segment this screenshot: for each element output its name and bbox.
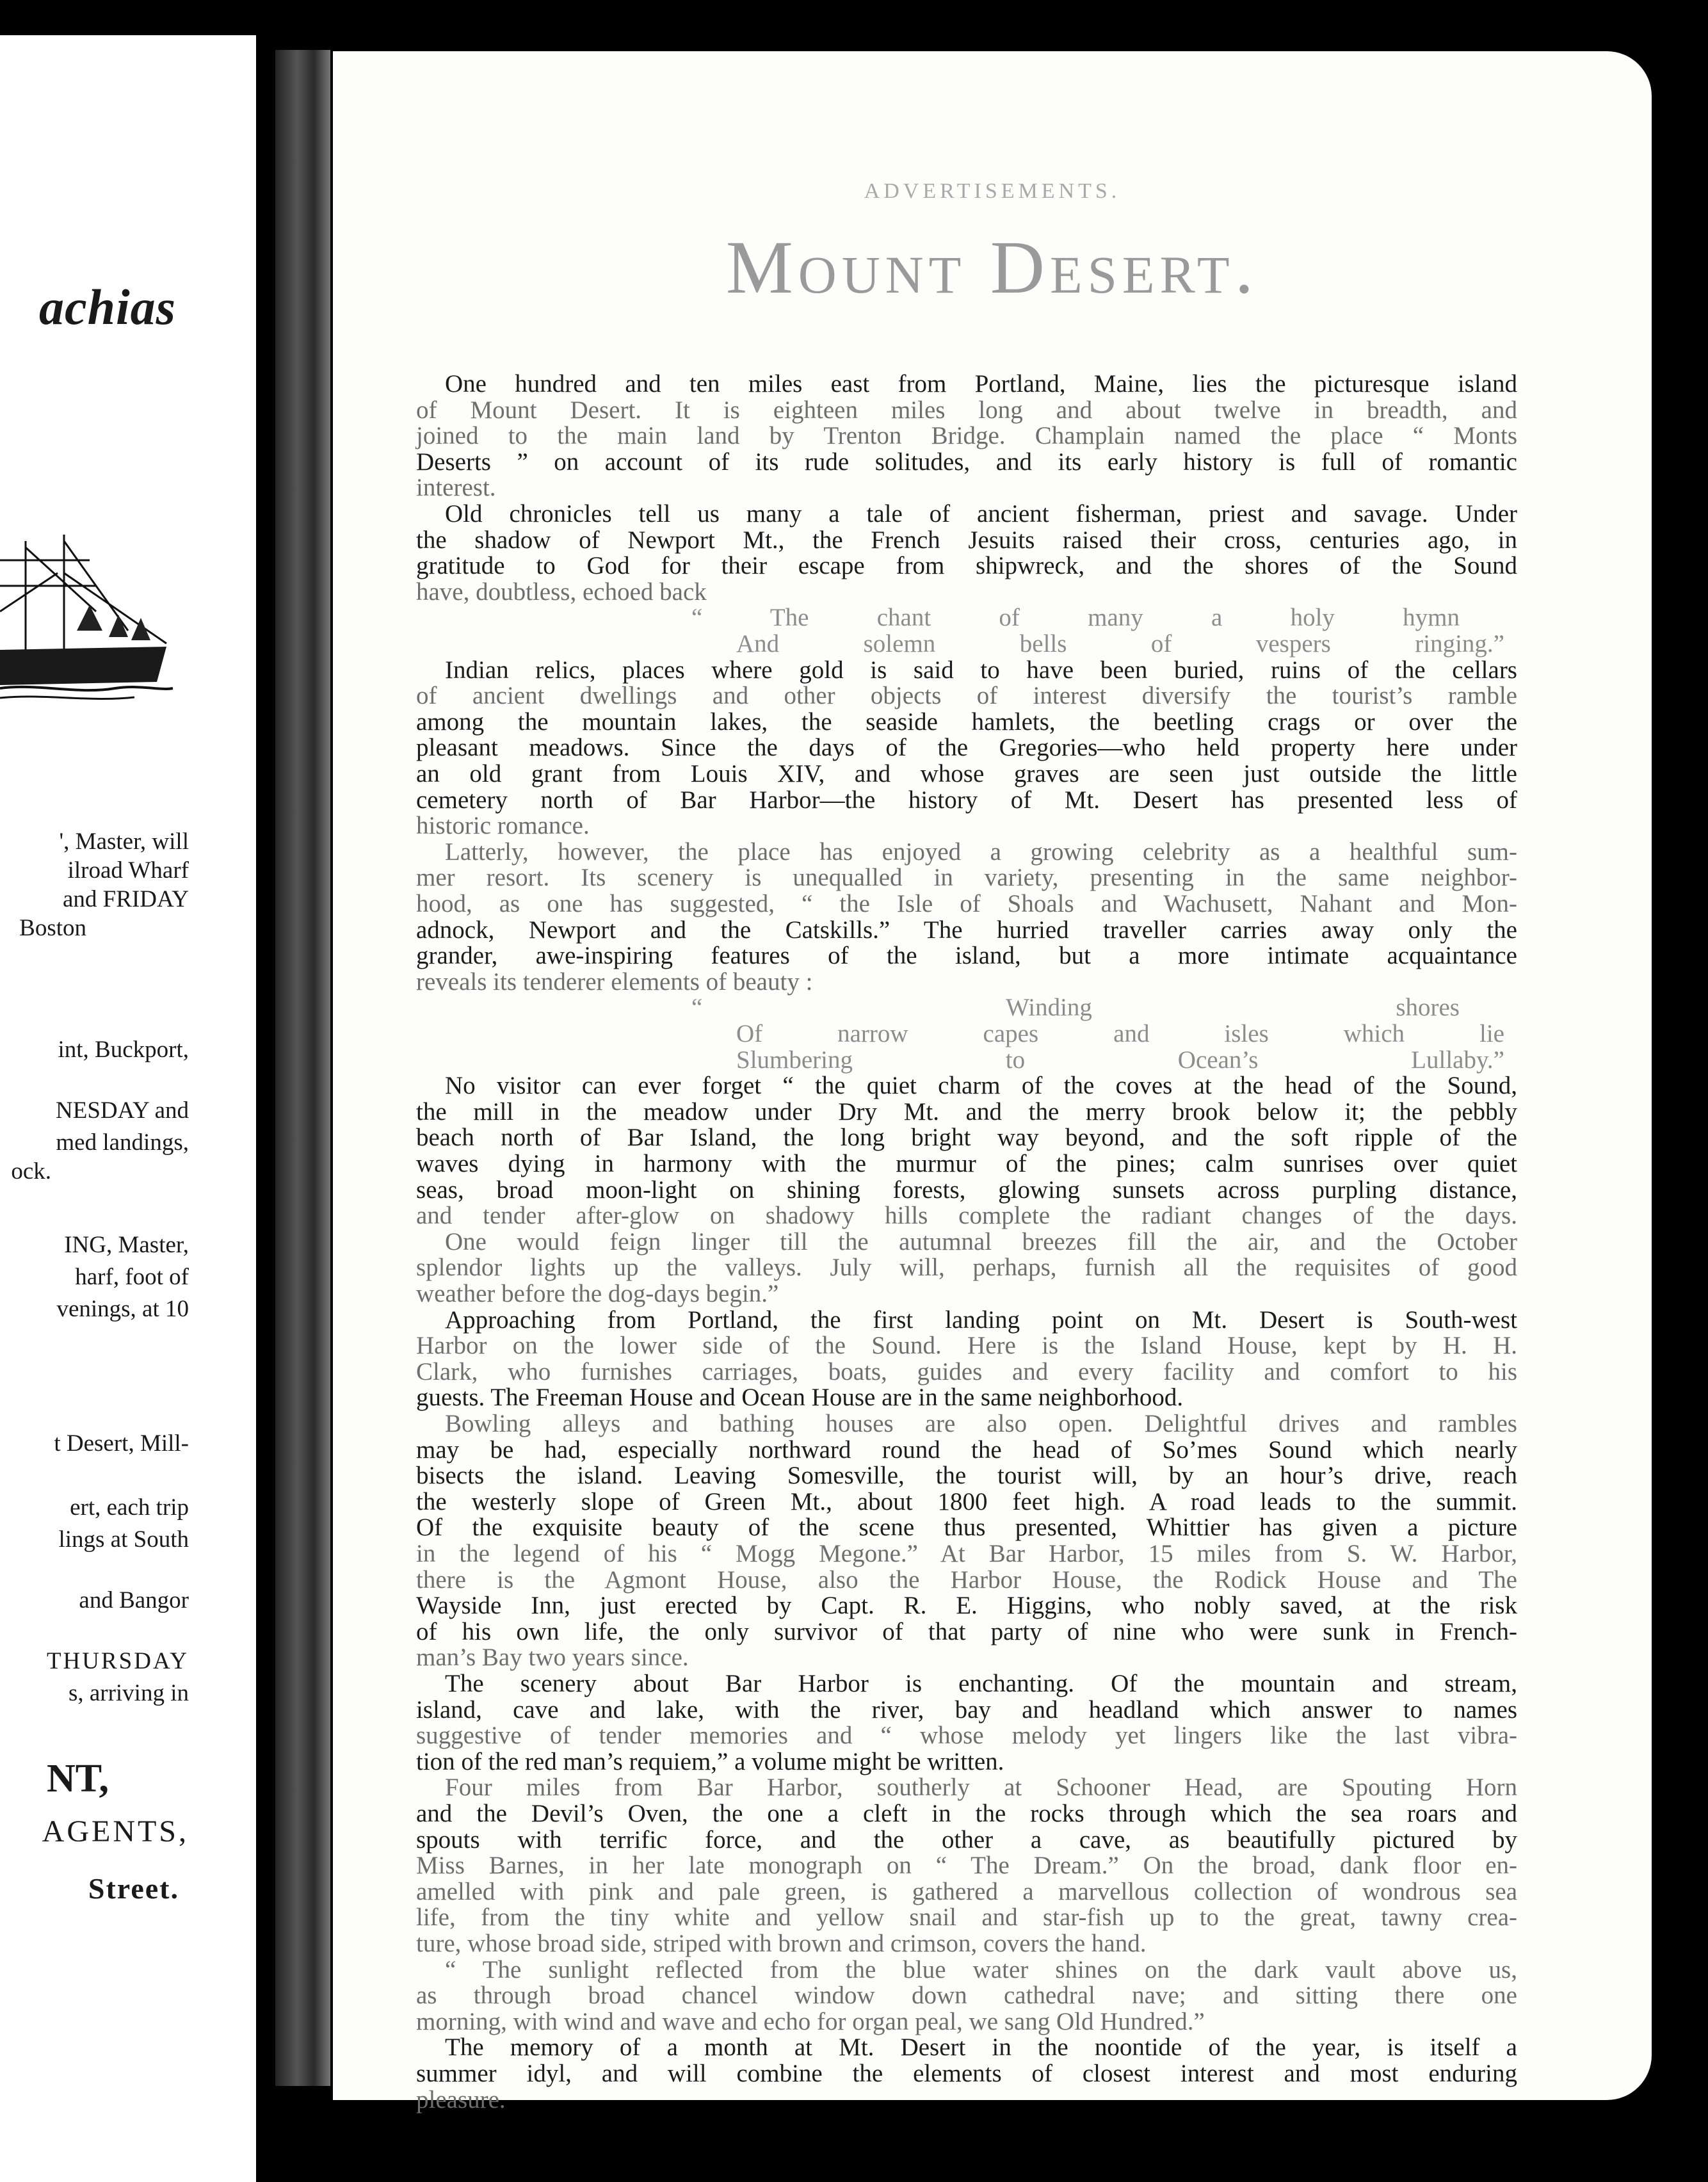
text-line: historic romance. bbox=[416, 812, 590, 840]
text-line: splendor lights up the valleys. July will, perhaps, furnish all the requisites of good bbox=[416, 1254, 1517, 1282]
left-fragment-line: venings, at 10 bbox=[56, 1296, 189, 1322]
left-fragment-line: harf, foot of bbox=[75, 1264, 189, 1290]
left-fragment-line: int, Buckport, bbox=[58, 1037, 189, 1063]
text-line: Bowling alleys and bathing houses are also open. Delightful drives and rambles bbox=[445, 1410, 1517, 1437]
text-line: amelled with pink and pale green, is gathered a marvellous collection of wondrous sea bbox=[416, 1877, 1517, 1905]
page-title: Mount Desert. bbox=[725, 225, 1259, 309]
left-fragment-line: t Desert, Mill- bbox=[54, 1430, 189, 1457]
text-line: Deserts ” on account of its rude solitudes, and its early history is full of romantic bbox=[416, 448, 1517, 476]
left-fragment-line: ING, Master, bbox=[64, 1232, 189, 1258]
left-fragment-line: lings at South bbox=[58, 1526, 189, 1553]
text-line: “ The sunlight reflected from the blue water shines on the dark vault above us, bbox=[445, 1955, 1517, 1984]
text-line: waves dying in harmony with the murmur of the pines; calm sunrises over quiet bbox=[416, 1150, 1517, 1177]
text-line: of Mount Desert. It is eighteen miles long and about twelve in breadth, and bbox=[416, 396, 1517, 424]
text-line: The scenery about Bar Harbor is enchanting. Of the mountain and stream, bbox=[445, 1670, 1517, 1697]
text-line: Miss Barnes, in her late monograph on “ The Dream.” On the broad, dank floor en- bbox=[416, 1852, 1517, 1880]
text-line: And solemn bells of vespers ringing.” bbox=[736, 630, 1504, 658]
text-line: Wayside Inn, just erected by Capt. R. E. Higgins, who nobly saved, at the risk bbox=[416, 1592, 1517, 1620]
text-line: beach north of Bar Island, the long bright way beyond, and the soft ripple of the bbox=[416, 1124, 1517, 1152]
left-fragment-line: and Bangor bbox=[79, 1587, 189, 1613]
text-line: have, doubtless, echoed back bbox=[416, 578, 707, 606]
text-line: The memory of a month at Mt. Desert in the noontide of the year, is itself a bbox=[445, 2033, 1517, 2062]
left-fragment-line: AGENTS, bbox=[42, 1814, 189, 1848]
left-fragment-line: med landings, bbox=[56, 1129, 189, 1156]
text-line: ture, whose broad side, striped with brown and crimson, covers the hand. bbox=[416, 1930, 1147, 1957]
left-fragment-line: NT, bbox=[46, 1757, 109, 1800]
left-fragment-line: ', Master, will bbox=[59, 828, 189, 855]
text-line: of his own life, the only survivor of that party of nine who were sunk in French- bbox=[416, 1617, 1517, 1645]
text-line: Old chronicles tell us many a tale of ancient fisherman, priest and savage. Under bbox=[445, 500, 1517, 528]
text-line: pleasant meadows. Since the days of the Gregories—who held property here under bbox=[416, 734, 1517, 762]
text-line: gratitude to God for their escape from shipwreck, and the shores of the Sound bbox=[416, 552, 1517, 580]
text-line: Latterly, however, the place has enjoyed a growing celebrity as a healthful sum- bbox=[445, 837, 1517, 866]
text-line: joined to the main land by Trenton Bridge. Champlain named the place “ Monts bbox=[416, 422, 1517, 450]
text-line: bisects the island. Leaving Somesville, the tourist will, by an hour’s drive, reach bbox=[416, 1462, 1517, 1490]
left-page-title: achias bbox=[38, 279, 176, 335]
text-line: hood, as one has suggested, “ the Isle of Shoals and Wachusett, Nahant and Mon- bbox=[416, 890, 1517, 917]
left-fragment-line: THURSDAY bbox=[46, 1648, 189, 1674]
steamship-illustration bbox=[0, 535, 186, 714]
text-line: Four miles from Bar Harbor, southerly at Schooner Head, are Spouting Horn bbox=[445, 1774, 1517, 1802]
text-line: guests. The Freeman House and Ocean House are in the same neighborhood. bbox=[416, 1384, 1184, 1412]
text-line: mer resort. Its scenery is unequalled in variety, presenting in the same neighbor- bbox=[416, 864, 1517, 892]
text-line: island, cave and lake, with the river, bay and headland which answer to names bbox=[416, 1695, 1517, 1724]
left-fragment-line: ilroad Wharf bbox=[67, 857, 189, 884]
text-line: an old grant from Louis XIV, and whose graves are seen just outside the little bbox=[416, 760, 1517, 788]
text-line: morning, with wind and wave and echo for organ peal, we sang Old Hundred.” bbox=[416, 2007, 1205, 2035]
text-line: Of the exquisite beauty of the scene thus presented, Whittier has given a picture bbox=[416, 1514, 1517, 1542]
text-line: pleasure. bbox=[416, 2085, 506, 2113]
text-line: the westerly slope of Green Mt., about 1800 feet high. A road leads to the summit. bbox=[416, 1487, 1517, 1515]
text-line: in the legend of his “ Mogg Megone.” At Bar Harbor, 15 miles from S. W. Harbor, bbox=[416, 1540, 1517, 1567]
text-line: tion of the red man’s requiem,” a volume might be written. bbox=[416, 1747, 1004, 1775]
text-line: weather before the dog-days begin.” bbox=[416, 1280, 779, 1307]
left-fragment-line: ert, each trip bbox=[70, 1494, 189, 1521]
left-fragment-line: Boston bbox=[19, 915, 86, 941]
text-line: suggestive of tender memories and “ whose melody yet lingers like the last vibra- bbox=[416, 1722, 1517, 1750]
book-gutter bbox=[275, 50, 330, 2086]
left-fragment-line: Street. bbox=[88, 1872, 179, 1905]
text-line: as through broad chancel window down cathedral nave; and sitting there one bbox=[416, 1982, 1517, 2010]
text-line: Approaching from Portland, the first landing point on Mt. Desert is South-west bbox=[445, 1305, 1517, 1334]
advertisement-page bbox=[333, 51, 1652, 2113]
text-line: man’s Bay two years since. bbox=[416, 1644, 689, 1672]
text-line: the shadow of Newport Mt., the French Jesuits raised their cross, centuries ago, in bbox=[416, 526, 1517, 554]
left-fragment-line: ock. bbox=[11, 1158, 51, 1184]
left-page-fragment bbox=[0, 35, 256, 2182]
text-line: “ Winding shores bbox=[691, 994, 1460, 1022]
text-line: there is the Agmont House, also the Harbor House, the Rodick House and The bbox=[416, 1565, 1517, 1594]
text-line: interest. bbox=[416, 474, 496, 502]
left-fragment-line: s, arriving in bbox=[68, 1680, 189, 1706]
text-line: and tender after-glow on shadowy hills complete the radiant changes of the days. bbox=[416, 1202, 1517, 1230]
text-line: Indian relics, places where gold is said to have been buried, ruins of the cellars bbox=[445, 656, 1517, 684]
text-line: grander, awe-inspiring features of the island, but a more intimate acquaintance bbox=[416, 942, 1517, 970]
text-line: “ The chant of many a holy hymn bbox=[691, 604, 1460, 632]
text-line: Harbor on the lower side of the Sound. Here is the Island House, kept by H. H. bbox=[416, 1332, 1517, 1360]
text-line: summer idyl, and will combine the elements of closest interest and most enduring bbox=[416, 2060, 1517, 2087]
running-header: ADVERTISEMENTS. bbox=[864, 179, 1121, 203]
text-line: among the mountain lakes, the seaside hamlets, the beetling crags or over the bbox=[416, 707, 1517, 736]
text-line: Clark, who furnishes carriages, boats, guides and every facility and comfort to his bbox=[416, 1357, 1517, 1386]
left-fragment-line: NESDAY and bbox=[56, 1097, 189, 1124]
text-line: No visitor can ever forget “ the quiet charm of the coves at the head of the Sound, bbox=[445, 1072, 1517, 1100]
text-line: may be had, especially northward round the head of So’mes Sound which nearly bbox=[416, 1435, 1517, 1464]
text-line: cemetery north of Bar Harbor—the history of Mt. Desert has presented less of bbox=[416, 786, 1517, 814]
text-line: adnock, Newport and the Catskills.” The hurried traveller carries away only the bbox=[416, 916, 1517, 944]
text-line: the mill in the meadow under Dry Mt. and the merry brook below it; the pebbly bbox=[416, 1097, 1517, 1126]
text-line: seas, broad moon-light on shining forests, glowing sunsets across purpling distance, bbox=[416, 1176, 1517, 1204]
text-line: Slumbering to Ocean’s Lullaby.” bbox=[736, 1046, 1504, 1074]
text-line: of ancient dwellings and other objects of interest diversify the tourist’s ramble bbox=[416, 682, 1517, 710]
text-line: and the Devil’s Oven, the one a cleft in the rocks through which the sea roars and bbox=[416, 1800, 1517, 1827]
text-line: spouts with terrific force, and the other a cave, as beautifully pictured by bbox=[416, 1825, 1517, 1854]
left-fragment-line: and FRIDAY bbox=[62, 886, 189, 912]
text-line: One hundred and ten miles east from Portland, Maine, lies the picturesque island bbox=[445, 370, 1517, 398]
text-line: reveals its tenderer elements of beauty : bbox=[416, 967, 813, 996]
text-line: One would feign linger till the autumnal breezes fill the air, and the October bbox=[445, 1227, 1517, 1256]
text-line: Of narrow capes and isles which lie bbox=[736, 1020, 1504, 1047]
text-line: life, from the tiny white and yellow snail and star-fish up to the great, tawny crea- bbox=[416, 1903, 1517, 1932]
